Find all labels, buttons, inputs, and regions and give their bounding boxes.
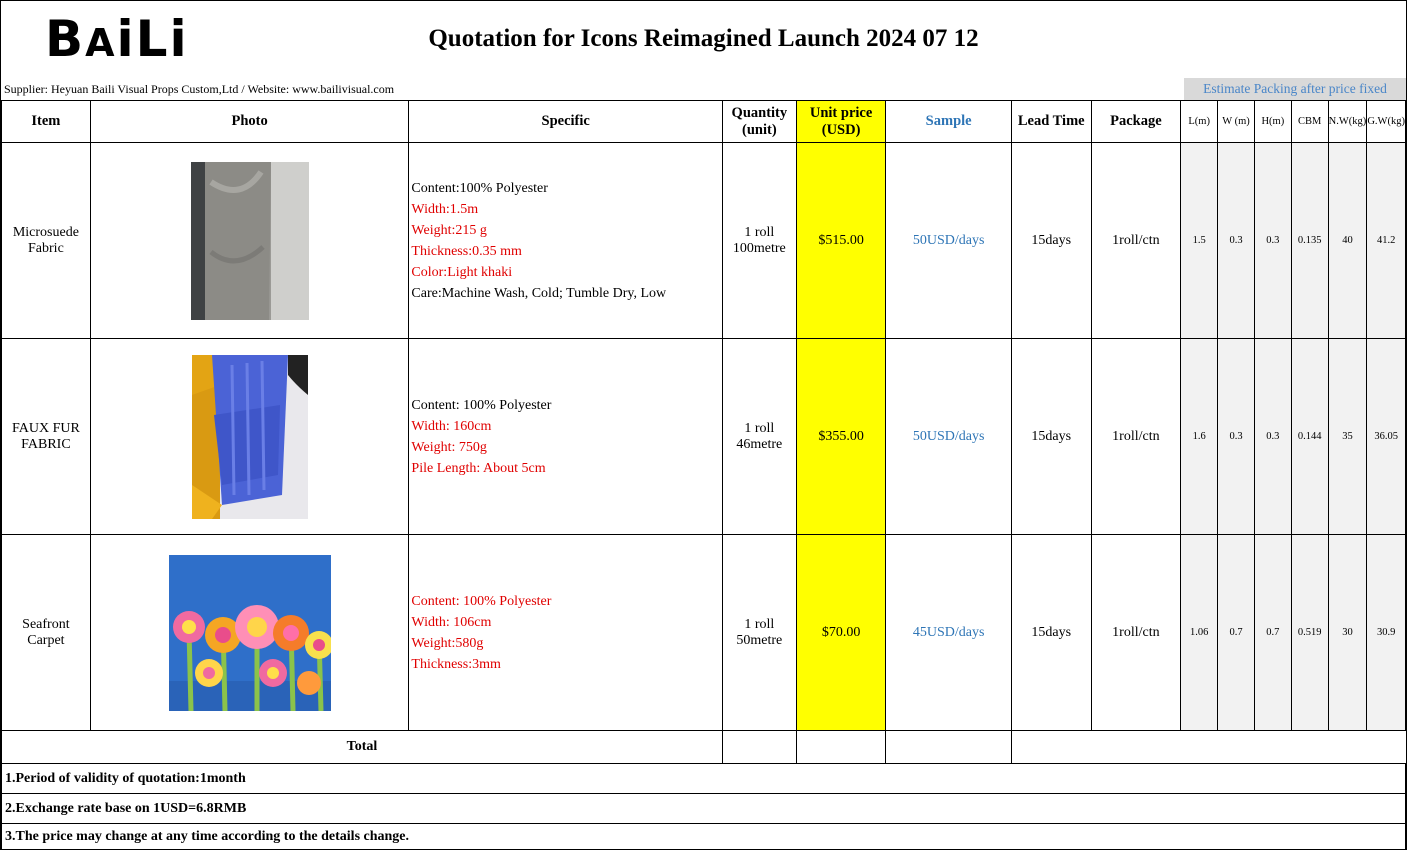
product-photo (90, 339, 409, 535)
spec-line: Weight: 750g (411, 439, 487, 455)
total-unit-price (796, 731, 886, 764)
table-row (2, 339, 1406, 535)
spec-cell (409, 143, 723, 339)
col-photo: Photo (90, 101, 409, 143)
col-height: H(m) (1254, 101, 1291, 143)
product-photo (90, 535, 409, 731)
total-quantity (722, 731, 796, 764)
height-value: 0.3 (1254, 339, 1291, 535)
sample-price: 50USD/days (886, 339, 1012, 535)
quantity-length: 100metre (732, 240, 786, 256)
length-value: 1.5 (1181, 143, 1218, 339)
spec-line: Width: 106cm (411, 614, 492, 630)
height-value: 0.3 (1254, 143, 1291, 339)
note-exchange-rate: 2.Exchange rate base on 1USD=6.8RMB (2, 794, 1406, 824)
col-sample: Sample (886, 101, 1012, 143)
col-gw: G.W(kg) (1367, 101, 1406, 143)
length-value: 1.06 (1181, 535, 1218, 731)
item-name: FAUX FUR FABRIC (2, 339, 91, 535)
col-length: L(m) (1181, 101, 1218, 143)
col-specific: Specific (409, 101, 723, 143)
spec-line: Weight:215 g (411, 222, 487, 238)
col-quantity: Quantity (unit) (722, 101, 796, 143)
quantity-rolls: 1 roll (744, 616, 775, 632)
col-package: Package (1091, 101, 1181, 143)
spec-cell (409, 535, 723, 731)
total-label: Total (2, 731, 723, 764)
nw-value: 40 (1328, 143, 1367, 339)
spec-line: Content:100% Polyester (411, 180, 548, 196)
table-row (2, 535, 1406, 731)
supplier-line: Supplier: Heyuan Baili Visual Props Custom,Ltd / Website: www.bailivisual.com (4, 82, 395, 96)
col-nw: N.W(kg) (1328, 101, 1367, 143)
cbm-value: 0.519 (1291, 535, 1328, 731)
note-price-change: 3.The price may change at any time according to the details change. (2, 824, 1406, 850)
note-row (2, 764, 1406, 794)
spec-line: Content: 100% Polyester (411, 593, 552, 609)
lead-time: 15days (1011, 339, 1091, 535)
spec-line: Thickness:3mm (411, 656, 501, 672)
total-row (2, 731, 1406, 764)
package: 1roll/ctn (1091, 143, 1181, 339)
height-value: 0.7 (1254, 535, 1291, 731)
page-title: Quotation for Icons Reimagined Launch 2024 07 12 (428, 25, 979, 52)
table-row (2, 143, 1406, 339)
width-value: 0.3 (1218, 143, 1255, 339)
unit-price: $515.00 (796, 143, 886, 339)
lead-time: 15days (1011, 535, 1091, 731)
spec-line: Care:Machine Wash, Cold; Tumble Dry, Low (411, 285, 667, 301)
col-item: Item (2, 101, 91, 143)
nw-value: 30 (1328, 535, 1367, 731)
item-name: Seafront Carpet (2, 535, 91, 731)
col-lead-time: Lead Time (1011, 101, 1091, 143)
faux-fur-photo (192, 355, 308, 519)
package: 1roll/ctn (1091, 535, 1181, 731)
package: 1roll/ctn (1091, 339, 1181, 535)
spec-line: Weight:580g (411, 635, 484, 651)
item-name: Microsuede Fabric (2, 143, 91, 339)
unit-price: $355.00 (796, 339, 886, 535)
note-row (2, 824, 1406, 850)
spec-cell (409, 339, 723, 535)
sample-price: 45USD/days (886, 535, 1012, 731)
col-width: W (m) (1218, 101, 1255, 143)
spec-line: Width:1.5m (411, 201, 479, 217)
spec-line: Color:Light khaki (411, 264, 513, 280)
seafront-carpet-photo (169, 555, 331, 711)
cbm-value: 0.144 (1291, 339, 1328, 535)
product-photo (90, 143, 409, 339)
packing-note: Estimate Packing after price fixed (1184, 78, 1406, 100)
quantity-length: 50metre (736, 632, 783, 648)
cbm-value: 0.135 (1291, 143, 1328, 339)
spec-line: Width: 160cm (411, 418, 492, 434)
lead-time: 15days (1011, 143, 1091, 339)
header-row (2, 101, 1406, 143)
quantity-cell (722, 339, 796, 535)
note-row (2, 794, 1406, 824)
spec-line: Thickness:0.35 mm (411, 243, 522, 259)
spec-line: Content: 100% Polyester (411, 397, 552, 413)
sample-price: 50USD/days (886, 143, 1012, 339)
nw-value: 35 (1328, 339, 1367, 535)
gw-value: 41.2 (1367, 143, 1406, 339)
microsuede-photo (191, 162, 309, 320)
quotation-table (1, 100, 1406, 850)
note-validity: 1.Period of validity of quotation:1month (2, 764, 1406, 794)
width-value: 0.3 (1218, 339, 1255, 535)
quantity-length: 46metre (736, 436, 783, 452)
total-sample (886, 731, 1012, 764)
quantity-rolls: 1 roll (744, 224, 775, 240)
spec-line: Pile Length: About 5cm (411, 460, 546, 476)
quantity-cell (722, 535, 796, 731)
baili-logo: BAiLi (45, 10, 189, 68)
unit-price: $70.00 (796, 535, 886, 731)
width-value: 0.7 (1218, 535, 1255, 731)
length-value: 1.6 (1181, 339, 1218, 535)
quantity-rolls: 1 roll (744, 420, 775, 436)
quantity-cell (722, 143, 796, 339)
col-unit-price: Unit price (USD) (796, 101, 886, 143)
gw-value: 30.9 (1367, 535, 1406, 731)
col-cbm: CBM (1291, 101, 1328, 143)
gw-value: 36.05 (1367, 339, 1406, 535)
total-blank (1011, 731, 1405, 764)
